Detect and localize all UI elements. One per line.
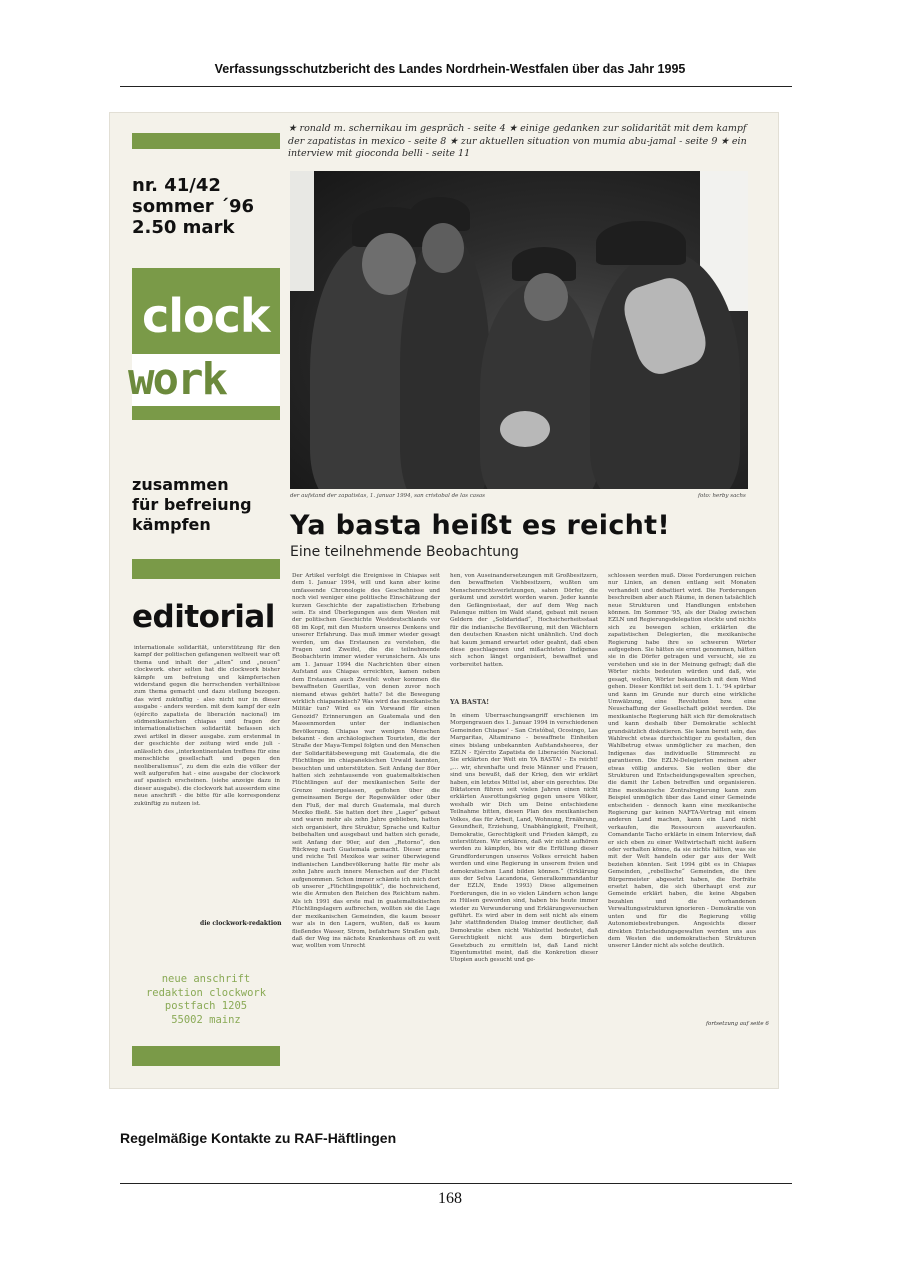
photo-credit: foto: herby sachs	[698, 493, 746, 499]
logo-work-text: work	[128, 354, 226, 405]
new-address-block	[132, 973, 280, 1027]
magazine-tagline	[132, 475, 252, 535]
photo-hands	[500, 411, 550, 447]
bottom-green-bar	[132, 1046, 280, 1066]
magazine-cover-scan	[110, 113, 778, 1088]
header-divider	[120, 86, 792, 87]
zapatista-photo	[290, 171, 748, 489]
logo-clock-text: clock	[142, 289, 270, 343]
photo-wall-left	[290, 171, 314, 291]
photo-caption: der aufstand der zapatistas, 1. januar 1994, san cristobal de las casas	[290, 493, 486, 499]
editorial-green-bar	[132, 559, 280, 579]
address-line-4: 55002 mainz	[171, 1013, 241, 1026]
article-subheadline: Eine teilnehmende Beobachtung	[290, 544, 519, 560]
photo-face-2	[422, 223, 464, 273]
tagline-line-3: kämpfen	[132, 515, 211, 534]
logo-work-band	[128, 354, 280, 406]
issue-number: nr. 41/42	[132, 175, 221, 196]
editorial-text: internationale solidarität, unterstützung für den kampf der politischen gefangenen weltweit war oft thema und inhalt der „alten“ und „neuen“ clockwork. eher selten hat die clockwork bisher kämpfe um befreiung und kämpferischen widerstand gegen die herrschenden verhältnisse zum thema gemacht und dazu stellung bezogen. das wird zukünftig - also nicht nur in dieser ausgabe - anders werden. mit dem kampf der ezln (ejército zapatista de liberación nacional) im südmexikanischen chiapas und fragen der internationalistischen solidarität befassen sich zwei artikel in dieser ausgabe. zum erstenmal in der geschichte der zeitung wird ende juli - anlässlich des „interkontinentalen treffens für eine menschliche gesellschaft und gegen den neoliberalismus“, zu dem die ezln die völker der welt aufgerufen hat - eine ausgabe der clockwork auf spanisch erscheinen. (siehe anzeige dazu in dieser ausgabe). die clockwork hat ausserdem eine neue anschrift - die bitte für alle korrespondenz zukünftig zu nutzen ist.	[134, 645, 280, 807]
address-line-2: redaktion clockwork	[145, 986, 267, 999]
photo-face-3	[524, 273, 568, 321]
footer-divider	[120, 1183, 792, 1184]
page-number: 168	[438, 1190, 462, 1207]
tagline-line-2: für befreiung	[132, 495, 252, 514]
issue-season: sommer ´96	[132, 196, 254, 217]
photo-hat-4	[596, 221, 686, 265]
article-headline: Ya basta heißt es reicht!	[290, 510, 670, 541]
address-line-3: postfach 1205	[164, 1000, 248, 1012]
page-header-title: Verfassungsschutzbericht des Landes Nordrhein-Westfalen über das Jahr 1995	[214, 62, 686, 76]
editorial-heading: editorial	[132, 599, 275, 635]
top-green-bar	[132, 133, 280, 149]
continued-note: fortsetzung auf seite 6	[706, 1021, 769, 1027]
article-column-2-top: hen, von Auseinandersetzungen mit Großbesitzern, den bewaffneten Viehbesitzern, wußten um Menschenrechtsverletzungen, sahen Dörfer, die geräumt und zerstört worden waren. Jeder kannte den Gefängnisstaat, der auf dem Weg nach Palenque mitten im Wald stand, gebaut mit neuen Geldern der „Solidaridad“, Hochsicherheitsstaat für die indianische Bevölkerung, mit den Wächtern den deutschen Knasten nicht unähnlich. Und doch hat kaum jemand erwartet oder geahnt, daß eben diese geschlagenen und mißachteten Indígenas sich schon längst organisiert, bewaffnet und vorbereitet hatten.	[450, 573, 598, 668]
issue-price: 2.50 mark	[132, 217, 235, 238]
tagline-line-1: zusammen	[132, 475, 229, 494]
section-heading: Regelmäßige Kontakte zu RAF-Häftlingen	[120, 1130, 397, 1146]
article-column-2-bottom: In einem Überraschungsangriff erschienen im Morgengrauen des 1. Januar 1994 in verschiedenen Gemeinden Chiapas' - San Cristóbal, Ocosingo, Las Margaritas, Altamirano - bewaffnete Einheiten eines bislang unbekannten Aufstandsheeres, der EZLN - Ejército Zapatista de Liberación Nacional. Sie erklärten der Welt ein YA BASTA! - Es reicht! „... wir, ehrenhafte und freie Männer und Frauen, sind uns bewußt, daß der Krieg, den wir erklärt haben, ein letztes Mittel ist, aber ein gerechtes. Die Diktatoren führen seit vielen Jahren einen nicht erklärten Ausrottungskrieg gegen unsere Völker, weshalb wir Dich um Deine entschiedene Teilnahme bitten, diesen Plan des mexikanischen Volkes, das für Arbeit, Land, Wohnung, Ernährung, Gesundheit, Erziehung, Unabhängigkeit, Freiheit, Demokratie, Gerechtigkeit und Frieden kämpft, zu unterstützen. Wir erklären, daß wir nicht aufhören werden zu kämpfen, bis wir die Erfüllung dieser Grundforderungen unseres Volkes erreicht haben werden und eine Regierung in unserem freien und demokratischen Land bilden können.“ (Erklärung aus der Selva Lacandona, Generalkommandantur der EZLN, Ende 1993) Diese allgemeinen Forderungen, die in so vielen Ländern schon lange zu Hülsen geworden sind, haben bis heute immer wieder zu Verwunderung und Erklärungsversuchen geführt. Es wird aber in dem seit nicht als einem Jahr stattfindenden Dialog immer deutlicher, daß Demokratie eben nicht Wahlzettel bedeutet, daß Gerechtigkeit nicht aus dem bürgerlichen Gesetzbuch zu ermitteln ist, daß Land nicht Eigentumstitel meint, daß die Konkretion dieser Utopien auch gesucht und ge-	[450, 713, 598, 964]
clockwork-logo	[128, 268, 280, 420]
cover-teaser: ★ ronald m. schernikau im gespräch - seite 4 ★ einige gedanken zur solidarität mit dem kampf der zapatistas in mexico - seite 8 ★ zur aktuellen situation von mumia abu-jamal - seite 9 ★ ein interview mit gioconda belli - seite 11	[288, 123, 747, 159]
article-column-3: schlossen werden muß. Diese Forderungen reichen nur Linien, an denen entlang seit Monaten verhandelt und debattiert wird. Die Forderungen beschreiben aber auch Räume, in denen tatsächlich neue Strukturen und Handlungen entstehen können. Im Sommer '95, als der Dialog zwischen EZLN und Regierungsdelegation stockte und nichts sich zu bewegen schien, erklärten die zapatistischen Delegierten, die mexikanische Regierung habe ihre so schweren Wörter aufgegeben. Sie hätten sie ernst genommen, hätten sie in die Dörfer getragen und versucht, sie zu verstehen und sie in der Meinung gefragt; daß die Wörter nichts bedeuten würden und daß, wie gesagt, wollen, Wörter bekanntlich mit dem Wind gehen. Dieser Konflikt ist seit dem 1. 1. '94 spürbar und kann im Grunde nur durch eine wirkliche Umwälzung, eine Revolution bzw. eine Neuschaffung der Gesellschaft gelöst werden. Die mexikanische Regierung hält sich für demokratisch und kann deshalb über Demokratie schlecht grundsätzlich diskutieren. Sie kann bereit sein, das Wahlrecht etwas durchsichtiger zu gestalten, den Wahlbetrug etwas unmöglicher zu machen, den Indígenas das individuelle Stimmrecht zu garantieren. Die EZLN-Delegierten meinen aber etwas völlig anderes. Sie wollen über die Strukturen und Entscheidungsgewalten sprechen, die damit ihr Leben betreffen und organisieren. Eine mexikanische Zentralregierung kann zum Beispiel unmöglich über das Land einer Gemeinde entscheiden - dennoch kann eine mexikanische Regierung gar keinen NAFTA-Vertrag mit einem anderen Land machen, kann ein Land nicht verkaufen, die Ressourcen ausverkaufen. Comandante Tacho erklärte in einem Interview, daß er sich eben zu einer Weltwirtschaft nicht äußern oder verhalten könne, da sie nichts hätten, was sie mit der Welt handeln oder gar aus der Welt beziehen könnten. Seit 1994 gibt es in Chiapas Gemeinden, „rebellische“ Gemeinden, die ihre Bürgermeister abgesetzt haben, die Dorfräte ersetzt haben, die sich überhaupt erst zur Gemeinde erklärt haben, die keine Abgaben bezahlen und die vorhandenen Verwaltungsstrukturen ignorieren - Demokratie von unten und für die Regierung völlig Autonomiebestrebungen. Angesichts dieser direkten Entscheidungsgewalten werden uns aus dem Westen die undemokratischen Strukturen unserer Länder nicht als solche deutlich.	[608, 573, 756, 950]
article-column-1: Der Artikel verfolgt die Ereignisse in Chiapas seit dem 1. Januar 1994, will und kann aber keine umfassende Chronologie des Geschehnisse und noch viel weniger eine politische Einschätzung der kurzen Geschichte der zapatistischen Erhebung sein. Es sind Überlegungen aus dem Westen mit der politischen Geschichte Westdeutschlands vor 68 im Kopf, mit den Mustern unseres Denkens und unserer Erfahrung. Das muß immer wieder gesagt werden, um das Erstaunen zu verstehen, die Fragen und Zweifel, die die teilnehmende Beobachterin immer wieder verunsichern. Als uns am 1. Januar 1994 die Nachrichten über einen Aufstand aus Chiapas erreichten, kamen neben dem Erstaunen auch Zweifel: woher kommen die bewaffneten Guerillas, von denen zuvor noch niemand etwas gehört hatte? Ist die Bewegung wirklich chiapanekisch? Was wird das mexikanische Militär tun? Wird es ein Vorwand für einen Genozid? Erinnerungen an Guatemala und den Massenmorden unter der indianischen Bevölkerung. Chiapas war wenigen Menschen bekannt - den archäologischen Touristen, die der Straße der Maya-Tempel folgten und den Menschen der Solidaritätsbewegung mit Guatemala, die die Flüchtlinge im chiapanekischen Urwald kannten, besuchten und unterstützten. Seit Anfang der 80er hatten sich zehntausende von guatemaltekischen Flüchtlingen auf der mexikanischen Seite der Grenze niedergelassen, geflohen über die gemeinsamen Berge der Regenwälder oder über den Fluß, der mal durch Guatemala, mal durch Mexiko fließt. Sie hatten dort ihre „Lager“ gebaut und waren mehr als zehn Jahre geblieben, hatten sich organisiert, ihre Struktur, Sprache und Kultur beibehalten und ausgebaut und hatten sich gerade, seit Anfang der 90er, auf den „Retorno“, den Rückweg nach Guatemala gemacht. Dieser arme und reiche Teil Mexikos war seiner überwiegend indianischen Landbevölkerung hatte für mehr als zehn Jahre auch innere Menschen auf der Flucht aufgenommen. Schon immer schämte ich mich dort ob unserer „Flüchtlingspolitik“, die hochreichend, wie die Armuten den Reichen des Reichtum nahm. Als ich 1991 das erste mal in guatemaltekischen Flüchtlingslagern aufbrechen, wollten sie die Lage der mexikanischen Gemeinden, die kaum besser war als in den Lagern, wußten, daß es kaum fließendes Wasser, Strom, befahrbare Straßen gab, daß der Weg ins nächste Krankenhaus oft zu weit war, wollten vom Unrecht	[292, 573, 440, 950]
editorial-signature: die clockwork-redaktion	[200, 920, 282, 927]
issue-info	[132, 175, 254, 238]
article-column-2-heading: YA BASTA!	[450, 699, 490, 706]
address-line-1: neue anschrift	[161, 973, 251, 985]
